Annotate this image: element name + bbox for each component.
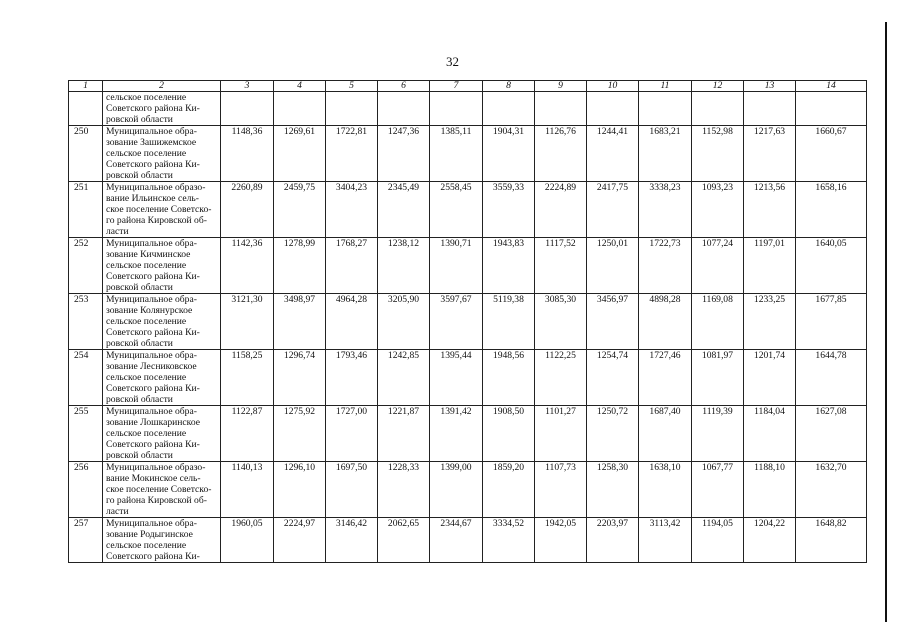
right-margin-rule [885, 22, 887, 622]
value-cell: 1391,42 [430, 406, 483, 462]
value-cell: 2459,75 [274, 182, 326, 238]
table-row [69, 294, 867, 350]
value-cell: 2224,97 [274, 518, 326, 563]
value-cell: 1213,56 [744, 182, 796, 238]
value-cell: 1644,78 [796, 350, 867, 406]
value-cell: 1269,61 [274, 126, 326, 182]
column-header: 12 [692, 81, 744, 92]
value-cell: 3085,30 [535, 294, 587, 350]
value-cell: 1122,87 [221, 406, 274, 462]
value-cell: 1395,44 [430, 350, 483, 406]
name-line: ровской области [106, 338, 173, 349]
name-line: Советского района Ки- [106, 327, 200, 338]
name-line: ское поселение Советско- [106, 484, 212, 495]
value-cell: 1296,74 [274, 350, 326, 406]
name-line: Советского района Ки- [106, 159, 200, 170]
name-line: сельское поселение [106, 148, 187, 159]
name-line: зование Зашижемское [106, 137, 197, 148]
table-row [69, 238, 867, 294]
name-line: Муниципальное образо- [106, 182, 206, 193]
name-line: ровской области [106, 394, 173, 405]
value-cell: 2345,49 [378, 182, 430, 238]
value-cell [326, 92, 378, 126]
value-cell: 1169,08 [692, 294, 744, 350]
name-line: вание Ильинское сель- [106, 193, 199, 204]
table-row [69, 126, 867, 182]
value-cell: 1140,13 [221, 462, 274, 518]
value-cell: 2224,89 [535, 182, 587, 238]
column-header: 8 [483, 81, 535, 92]
value-cell: 1194,05 [692, 518, 744, 563]
name-line: зование Кичминское [106, 249, 191, 260]
name-line: ровской области [106, 114, 173, 125]
value-cell: 1067,77 [692, 462, 744, 518]
row-number-cell [69, 92, 103, 126]
value-cell: 1793,46 [326, 350, 378, 406]
page-number: 32 [446, 54, 459, 69]
continued-row [69, 92, 867, 126]
value-cell: 1107,73 [535, 462, 587, 518]
value-cell: 3456,97 [587, 294, 639, 350]
value-cell: 1233,25 [744, 294, 796, 350]
value-cell: 1093,23 [692, 182, 744, 238]
row-number-cell: 253 [69, 294, 103, 350]
name-line: ское поселение Советско- [106, 204, 212, 215]
value-cell: 1296,10 [274, 462, 326, 518]
value-cell: 1638,10 [639, 462, 692, 518]
value-cell: 1683,21 [639, 126, 692, 182]
municipality-name-cell [103, 350, 221, 406]
value-cell: 1238,12 [378, 238, 430, 294]
name-line: сельское поселение [106, 316, 187, 327]
row-number-cell: 254 [69, 350, 103, 406]
value-cell: 3121,30 [221, 294, 274, 350]
value-cell: 2558,45 [430, 182, 483, 238]
value-cell: 1184,04 [744, 406, 796, 462]
municipality-name-cell [103, 92, 221, 126]
value-cell: 3404,23 [326, 182, 378, 238]
value-cell: 1250,72 [587, 406, 639, 462]
value-cell: 1399,00 [430, 462, 483, 518]
value-cell: 1640,05 [796, 238, 867, 294]
column-header: 13 [744, 81, 796, 92]
value-cell: 1258,30 [587, 462, 639, 518]
column-header: 7 [430, 81, 483, 92]
value-cell [378, 92, 430, 126]
name-line: Муниципальное обра- [106, 406, 197, 417]
value-cell: 1117,52 [535, 238, 587, 294]
value-cell: 1242,85 [378, 350, 430, 406]
column-header: 1 [69, 81, 103, 92]
value-cell: 1697,50 [326, 462, 378, 518]
municipality-name-cell [103, 462, 221, 518]
value-cell: 1687,40 [639, 406, 692, 462]
value-cell [639, 92, 692, 126]
column-number-header-row [69, 81, 867, 92]
value-cell: 1119,39 [692, 406, 744, 462]
municipality-name-cell [103, 182, 221, 238]
row-number-cell: 256 [69, 462, 103, 518]
value-cell [535, 92, 587, 126]
value-cell: 3498,97 [274, 294, 326, 350]
value-cell: 1204,22 [744, 518, 796, 563]
value-cell: 1122,25 [535, 350, 587, 406]
value-cell: 2203,97 [587, 518, 639, 563]
column-header: 9 [535, 81, 587, 92]
value-cell: 2062,65 [378, 518, 430, 563]
value-cell [430, 92, 483, 126]
value-cell: 1948,56 [483, 350, 535, 406]
value-cell: 1126,76 [535, 126, 587, 182]
tariff-table [68, 80, 867, 563]
value-cell: 5119,38 [483, 294, 535, 350]
value-cell: 1648,82 [796, 518, 867, 563]
column-header: 14 [796, 81, 867, 92]
municipality-name-cell [103, 518, 221, 563]
value-cell: 4964,28 [326, 294, 378, 350]
value-cell: 1278,99 [274, 238, 326, 294]
row-number-cell: 255 [69, 406, 103, 462]
value-cell: 3146,42 [326, 518, 378, 563]
table-row [69, 406, 867, 462]
value-cell: 1960,05 [221, 518, 274, 563]
value-cell: 1627,08 [796, 406, 867, 462]
value-cell: 2260,89 [221, 182, 274, 238]
value-cell: 1904,31 [483, 126, 535, 182]
value-cell: 1722,73 [639, 238, 692, 294]
column-header: 10 [587, 81, 639, 92]
value-cell: 3334,52 [483, 518, 535, 563]
value-cell [692, 92, 744, 126]
value-cell: 3113,42 [639, 518, 692, 563]
column-header: 5 [326, 81, 378, 92]
value-cell: 1221,87 [378, 406, 430, 462]
row-number-cell: 250 [69, 126, 103, 182]
name-line: Муниципальное образо- [106, 462, 206, 473]
value-cell: 1244,41 [587, 126, 639, 182]
value-cell: 1390,71 [430, 238, 483, 294]
value-cell: 1148,36 [221, 126, 274, 182]
name-line: ласти [106, 226, 129, 237]
name-line: го района Кировской об- [106, 495, 207, 506]
value-cell: 1768,27 [326, 238, 378, 294]
value-cell: 4898,28 [639, 294, 692, 350]
name-line: Советского района Ки- [106, 103, 200, 114]
name-line: ласти [106, 506, 129, 517]
value-cell: 1152,98 [692, 126, 744, 182]
column-header: 6 [378, 81, 430, 92]
name-line: сельское поселение [106, 540, 187, 551]
value-cell: 1197,01 [744, 238, 796, 294]
value-cell: 1722,81 [326, 126, 378, 182]
name-line: зование Лесниковское [106, 361, 197, 372]
name-line: ровской области [106, 282, 173, 293]
value-cell: 3205,90 [378, 294, 430, 350]
value-cell [274, 92, 326, 126]
value-cell: 1158,25 [221, 350, 274, 406]
name-line: Муниципальное обра- [106, 126, 197, 137]
municipality-name-cell [103, 126, 221, 182]
value-cell: 1943,83 [483, 238, 535, 294]
column-header: 2 [103, 81, 221, 92]
value-cell: 1201,74 [744, 350, 796, 406]
name-line: ровской области [106, 450, 173, 461]
value-cell: 1908,50 [483, 406, 535, 462]
value-cell: 1727,00 [326, 406, 378, 462]
name-line: Советского района Ки- [106, 439, 200, 450]
value-cell: 1677,85 [796, 294, 867, 350]
table-row [69, 350, 867, 406]
value-cell: 1859,20 [483, 462, 535, 518]
value-cell: 1250,01 [587, 238, 639, 294]
name-line: зование Колянурское [106, 305, 193, 316]
value-cell: 3559,33 [483, 182, 535, 238]
value-cell: 1247,36 [378, 126, 430, 182]
value-cell [587, 92, 639, 126]
value-cell: 1385,11 [430, 126, 483, 182]
column-header: 3 [221, 81, 274, 92]
name-line: вание Мокинское сель- [106, 473, 201, 484]
value-cell: 1142,36 [221, 238, 274, 294]
value-cell: 3597,67 [430, 294, 483, 350]
value-cell: 1077,24 [692, 238, 744, 294]
value-cell: 3338,23 [639, 182, 692, 238]
table-row [69, 518, 867, 563]
municipality-name-cell [103, 294, 221, 350]
name-line: Советского района Ки- [106, 271, 200, 282]
value-cell [744, 92, 796, 126]
name-line: Советского района Ки- [106, 383, 200, 394]
value-cell: 2344,67 [430, 518, 483, 563]
table-row [69, 182, 867, 238]
name-line: сельское поселение [106, 428, 187, 439]
value-cell: 1632,70 [796, 462, 867, 518]
value-cell [483, 92, 535, 126]
row-number-cell: 257 [69, 518, 103, 563]
name-line: Муниципальное обра- [106, 294, 197, 305]
row-number-cell: 252 [69, 238, 103, 294]
column-header: 4 [274, 81, 326, 92]
value-cell: 1188,10 [744, 462, 796, 518]
value-cell: 1101,27 [535, 406, 587, 462]
name-line: сельское поселение [106, 372, 187, 383]
municipality-name-cell [103, 406, 221, 462]
value-cell: 1081,97 [692, 350, 744, 406]
name-line: Советского района Ки- [106, 551, 200, 562]
name-line: ровской области [106, 170, 173, 181]
value-cell: 1254,74 [587, 350, 639, 406]
name-line: го района Кировской об- [106, 215, 207, 226]
value-cell: 1217,63 [744, 126, 796, 182]
value-cell [221, 92, 274, 126]
column-header: 11 [639, 81, 692, 92]
name-line: зование Лошкаринское [106, 417, 201, 428]
value-cell: 2417,75 [587, 182, 639, 238]
name-line: зование Родыгинское [106, 529, 193, 540]
municipality-name-cell [103, 238, 221, 294]
value-cell [796, 92, 867, 126]
name-line: Муниципальное обра- [106, 238, 197, 249]
value-cell: 1660,67 [796, 126, 867, 182]
name-line: сельское поселение [106, 260, 187, 271]
name-line: Муниципальное обра- [106, 350, 197, 361]
value-cell: 1658,16 [796, 182, 867, 238]
row-number-cell: 251 [69, 182, 103, 238]
value-cell: 1228,33 [378, 462, 430, 518]
name-line: сельское поселение [106, 92, 187, 103]
value-cell: 1942,05 [535, 518, 587, 563]
name-line: Муниципальное обра- [106, 518, 197, 529]
value-cell: 1275,92 [274, 406, 326, 462]
value-cell: 1727,46 [639, 350, 692, 406]
table-row [69, 462, 867, 518]
